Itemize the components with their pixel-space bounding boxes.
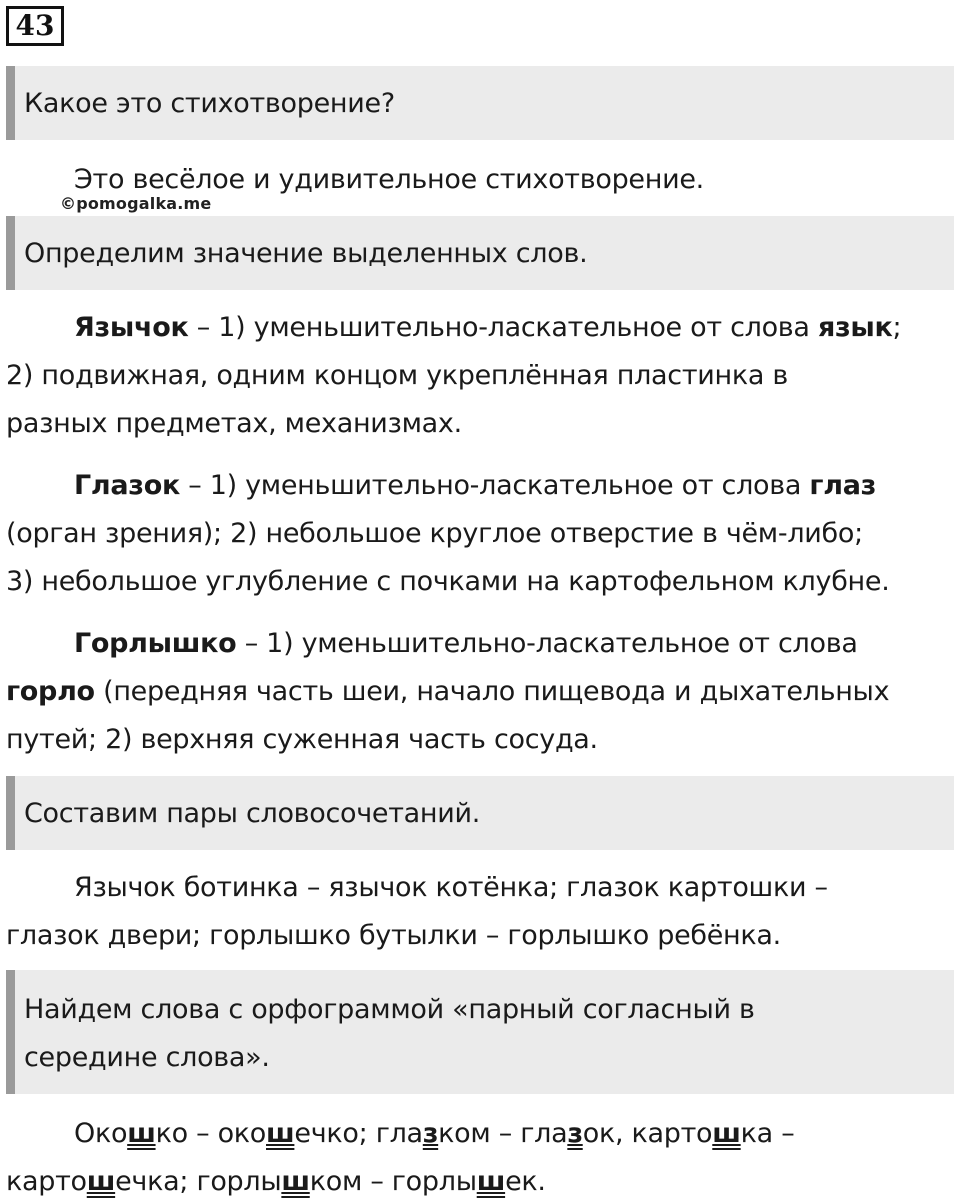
answer-1-text: Это весёлое и удивительное стихотворение.	[74, 164, 704, 195]
highlighted-letter: ш	[712, 1118, 741, 1149]
highlighted-letter: ш	[127, 1118, 156, 1149]
def-text: ;	[892, 312, 902, 343]
def-text: – 1) уменьшительно-ласкательное от слова	[236, 628, 858, 659]
watermark: ©pomogalka.me	[60, 194, 212, 213]
def-line: разных предметах, механизмах.	[6, 408, 462, 439]
question-3	[6, 776, 954, 850]
highlighted-letter: з	[422, 1118, 439, 1149]
def-text: (передняя часть шеи, начало пищевода и дыхательных	[94, 676, 890, 707]
definition-yazychok	[6, 304, 956, 448]
pairs-line-2: глазок двери; горлышко бутылки – горлышко ребёнка.	[6, 920, 781, 951]
term-glazok: Глазок	[74, 470, 180, 501]
def-line: (орган зрения); 2) небольшое круглое отверстие в чём-либо;	[6, 518, 863, 549]
base-word: язык	[817, 312, 893, 343]
question-4-line-1: Найдем слова с орфограммой «парный согласный в	[24, 994, 755, 1025]
definition-glazok	[6, 462, 956, 606]
question-3-text: Составим пары словосочетаний.	[24, 797, 481, 829]
def-line: путей; 2) верхняя суженная часть сосуда.	[6, 724, 598, 755]
highlighted-letter: ш	[281, 1166, 310, 1197]
question-4-line-2: середине слова».	[24, 1042, 270, 1073]
question-1	[6, 66, 954, 140]
term-yazychok: Язычок	[74, 312, 189, 343]
question-2-text: Определим значение выделенных слов.	[24, 237, 588, 269]
base-word: глаз	[809, 470, 876, 501]
def-text: – 1) уменьшительно-ласкательное от слова	[179, 470, 810, 501]
highlighted-letter: з	[567, 1118, 583, 1149]
highlighted-letter: ш	[476, 1166, 506, 1197]
words-line-1: Окошко – окошечко; глазком – глазок, картошка –	[74, 1118, 795, 1149]
highlighted-letter: ш	[86, 1166, 116, 1197]
words-paragraph	[6, 1110, 956, 1202]
term-gorlyshko: Горлышко	[74, 628, 237, 659]
question-1-text: Какое это стихотворение?	[24, 87, 395, 119]
highlighted-letter: ш	[266, 1118, 295, 1149]
question-2	[6, 216, 954, 290]
question-4	[6, 970, 954, 1094]
pairs-paragraph	[6, 864, 956, 960]
words-line-2: картошечка; горлышком – горлышек.	[6, 1166, 546, 1197]
exercise-number: 43	[6, 6, 64, 46]
def-line: 2) подвижная, одним концом укреплённая пластинка в	[6, 360, 789, 391]
definition-gorlyshko	[6, 620, 956, 764]
def-line: 3) небольшое углубление с почками на картофельном клубне.	[6, 566, 890, 597]
pairs-line-1: Язычок ботинка – язычок котёнка; глазок картошки –	[74, 872, 828, 903]
base-word: горло	[6, 676, 95, 707]
def-text: – 1) уменьшительно-ласкательное от слова	[188, 312, 818, 343]
